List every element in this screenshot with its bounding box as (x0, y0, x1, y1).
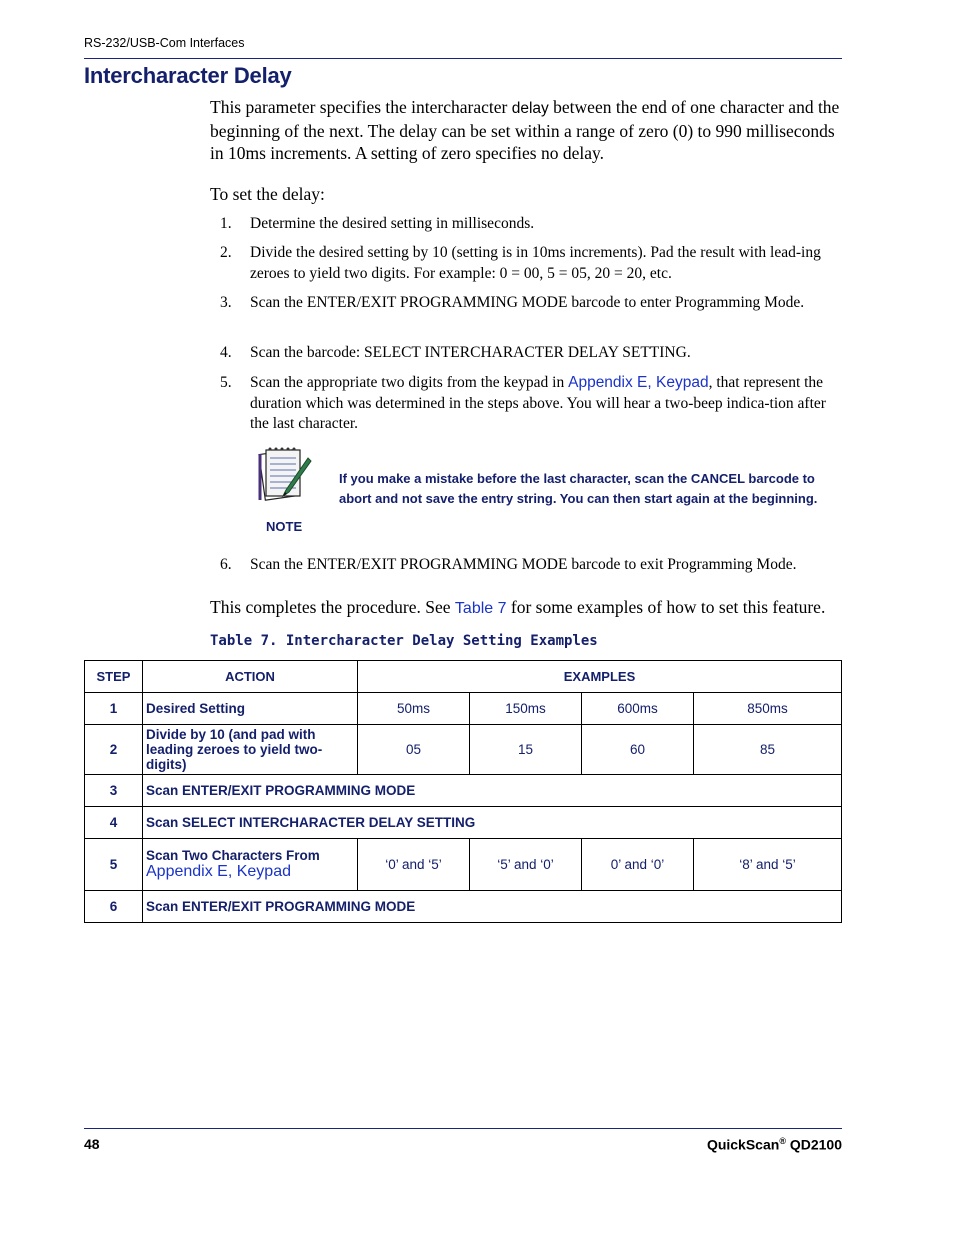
table-header-row (85, 661, 842, 693)
action-cell: Divide by 10 (and pad with leading zeroes to yield two-digits) (143, 725, 358, 775)
step-text: Scan the ENTER/EXIT PROGRAMMING MODE barcode to exit Programming Mode. (250, 556, 797, 573)
step-1 (220, 214, 842, 235)
step-text: Scan the barcode: SELECT INTERCHARACTER DELAY SETTING. (250, 344, 691, 361)
table-row (85, 807, 842, 839)
step-number: 4. (220, 344, 232, 361)
example-cell: 15 (470, 725, 582, 775)
step-cell: 5 (85, 839, 143, 891)
step-text: Divide the desired setting by 10 (setting is in 10ms increments). Pad the result with lead-ing zeroes to yield two digits. For example: 0 = 00, 5 = 05, 20 = 20, etc. (250, 244, 821, 282)
step-3 (220, 293, 842, 314)
step-number: 3. (220, 294, 232, 311)
step-6 (220, 555, 842, 576)
action-cell: Desired Setting (143, 693, 358, 725)
example-cell: 85 (694, 725, 842, 775)
note-label: NOTE (266, 519, 303, 534)
action-cell: Scan ENTER/EXIT PROGRAMMING MODE (143, 775, 842, 807)
table-caption: Table 7. Intercharacter Delay Setting Examples (210, 633, 598, 649)
example-cell: 150ms (470, 693, 582, 725)
action-cell: Scan SELECT INTERCHARACTER DELAY SETTING (143, 807, 842, 839)
table-row (85, 839, 842, 891)
step-text (250, 373, 842, 435)
intro-paragraph (210, 96, 844, 164)
product-name (707, 1136, 842, 1153)
header-action: ACTION (143, 661, 358, 693)
page-number: 48 (84, 1136, 100, 1152)
step-cell: 2 (85, 725, 143, 775)
header-step: STEP (85, 661, 143, 693)
step-number: 2. (220, 244, 232, 261)
example-cell: ‘0’ and ‘5’ (358, 839, 470, 891)
registered-mark: ® (779, 1136, 786, 1146)
note-text: If you make a mistake before the last character, scan the CANCEL barcode to abort and not save the entry string. You can then start again at the beginning. (339, 471, 818, 506)
table-row (85, 693, 842, 725)
step-cell: 4 (85, 807, 143, 839)
example-cell: ‘8’ and ‘5’ (694, 839, 842, 891)
example-cell: 600ms (582, 693, 694, 725)
table-7-link[interactable]: Table 7 (454, 600, 507, 617)
product-model: QD2100 (785, 1136, 842, 1153)
step-text-after: , that represent the duration which was determined in the steps above. You will hear a two-beep indica-tion after the last character. (250, 374, 826, 432)
to-set-label: To set the delay: (210, 184, 325, 204)
step-cell: 6 (85, 891, 143, 923)
step-number: 1. (220, 215, 232, 232)
table-row (85, 891, 842, 923)
intro-text-after: between the end of one character and the beginning of the next. The delay can be set within a range of zero (0) to 990 milliseconds in 10ms increments. A setting of zero specifies no delay. (210, 97, 840, 163)
product-brand: QuickScan (706, 1136, 780, 1153)
step-text: Determine the desired setting in milliseconds. (250, 215, 535, 232)
conclusion-text-after: for some examples of how to set this feature. (506, 597, 826, 617)
step-number: 6. (220, 556, 232, 573)
step-cell: 3 (85, 775, 143, 807)
action-text: Scan Two Characters From (146, 848, 320, 863)
table-row (85, 775, 842, 807)
example-cell: 50ms (358, 693, 470, 725)
step-number: 5. (220, 374, 232, 391)
example-cell: 05 (358, 725, 470, 775)
delay-settings-table (84, 660, 842, 923)
intro-text-before: This parameter specifies the intercharacter (210, 97, 512, 117)
conclusion-paragraph (210, 596, 844, 620)
conclusion-text-before: This completes the procedure. See (210, 597, 455, 617)
step-cell: 1 (85, 693, 143, 725)
appendix-e-table-link[interactable]: Appendix E, Keypad (146, 863, 291, 880)
example-cell: 60 (582, 725, 694, 775)
header-examples: EXAMPLES (358, 661, 842, 693)
notepad-pen-icon (256, 444, 314, 506)
example-cell: 0’ and ‘0’ (582, 839, 694, 891)
footer-rule (84, 1128, 842, 1129)
example-cell: ‘5’ and ‘0’ (470, 839, 582, 891)
page-title: Intercharacter Delay (84, 63, 292, 88)
step-4 (220, 343, 842, 364)
example-cell: 850ms (694, 693, 842, 725)
action-cell: Scan ENTER/EXIT PROGRAMMING MODE (143, 891, 842, 923)
running-header: RS-232/USB-Com Interfaces (84, 36, 245, 50)
intro-emphasis: delay (511, 100, 549, 117)
action-cell (143, 839, 358, 891)
table-row (85, 725, 842, 775)
step-2 (220, 243, 842, 284)
step-text: Scan the ENTER/EXIT PROGRAMMING MODE barcode to enter Programming Mode. (250, 294, 805, 311)
step-5 (220, 373, 842, 435)
appendix-e-link[interactable]: Appendix E, Keypad (568, 374, 709, 391)
header-rule (84, 58, 842, 59)
step-text-before: Scan the appropriate two digits from the keypad in (250, 374, 569, 391)
